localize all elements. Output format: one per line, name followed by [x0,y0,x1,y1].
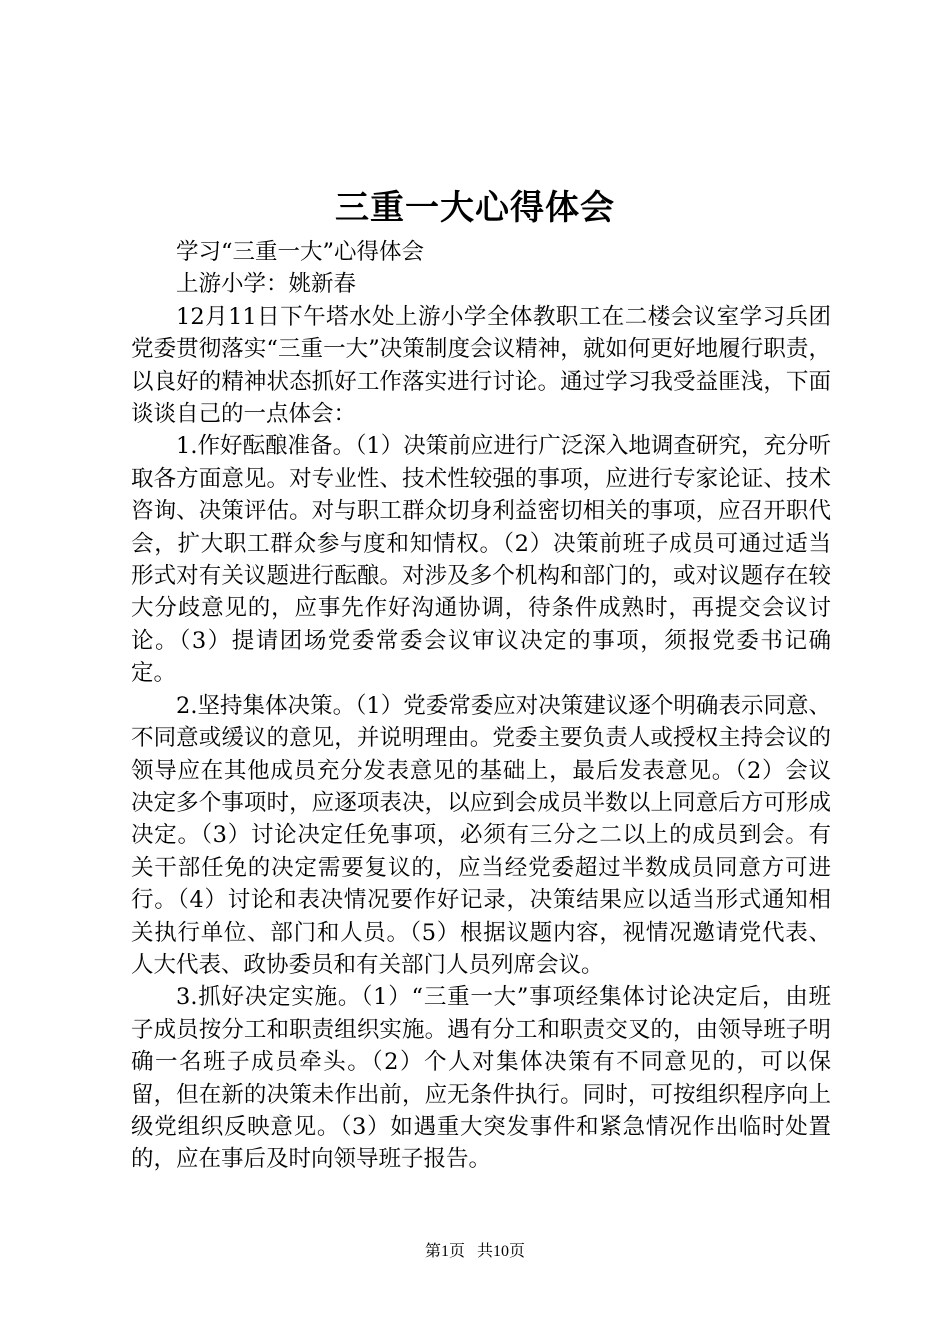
paragraph-point-2: 2.坚持集体决策。（1）党委常委应对决策建议逐个明确表示同意、不同意或缓议的意见，并说明理由。党委主要负责人或授权主持会议的领导应在其他成员充分发表意见的基础上，最后发表意见。（2）会议决定多个事项时，应逐项表决，以应到会成员半数以上同意后方可形成决定。（3）讨论决定任免事项，必须有三分之二以上的成员到会。有关干部任免的决定需要复议的，应当经党委超过半数成员同意方可进行。（4）讨论和表决情况要作好记录，决策结果应以适当形式通知相关执行单位、部门和人员。（5）根据议题内容，视情况邀请党代表、人大代表、政协委员和有关部门人员列席会议。 [131,692,831,978]
document-title: 三重一大心得体会 [335,188,615,228]
paragraph-subtitle: 学习“三重一大”心得体会 [176,239,425,265]
page-number: 第1页 [424,1243,465,1260]
page-footer [0,1240,950,1264]
page-total: 共10页 [477,1243,526,1260]
paragraph-point-3: 3.抓好决定实施。（1）“三重一大”事项经集体讨论决定后，由班子成员按分工和职责组织实施。遇有分工和职责交叉的，由领导班子明确一名班子成员牵头。（2）个人对集体决策有不同意见的，可以保留，但在新的决策未作出前，应无条件执行。同时，可按组织程序向上级党组织反映意见。（3）如遇重大突发事件和紧急情况作出临时处置的，应在事后及时向领导班子报告。 [131,984,831,1173]
document-body [131,236,831,1176]
paragraph-intro: 12月11日下午塔水处上游小学全体教职工在二楼会议室学习兵团党委贯彻落实“三重一大”决策制度会议精神，就如何更好地履行职责，以良好的精神状态抓好工作落实进行讨论。通过学习我受益匪浅，下面谈谈自己的一点体会： [131,303,831,428]
paragraph-author: 上游小学：姚新春 [176,271,357,298]
paragraph-point-1: 1.作好酝酿准备。（1）决策前应进行广泛深入地调查研究，充分听取各方面意见。对专业性、技术性较强的事项，应进行专家论证、技术咨询、决策评估。对与职工群众切身利益密切相关的事项，应召开职代会，扩大职工群众参与度和知情权。（2）决策前班子成员可通过适当形式对有关议题进行酝酿。对涉及多个机构和部门的，或对议题存在较大分歧意见的，应事先作好沟通协调，待条件成熟时，再提交会议讨论。（3）提请团场党委常委会议审议决定的事项，须报党委书记确定。 [131,433,831,687]
